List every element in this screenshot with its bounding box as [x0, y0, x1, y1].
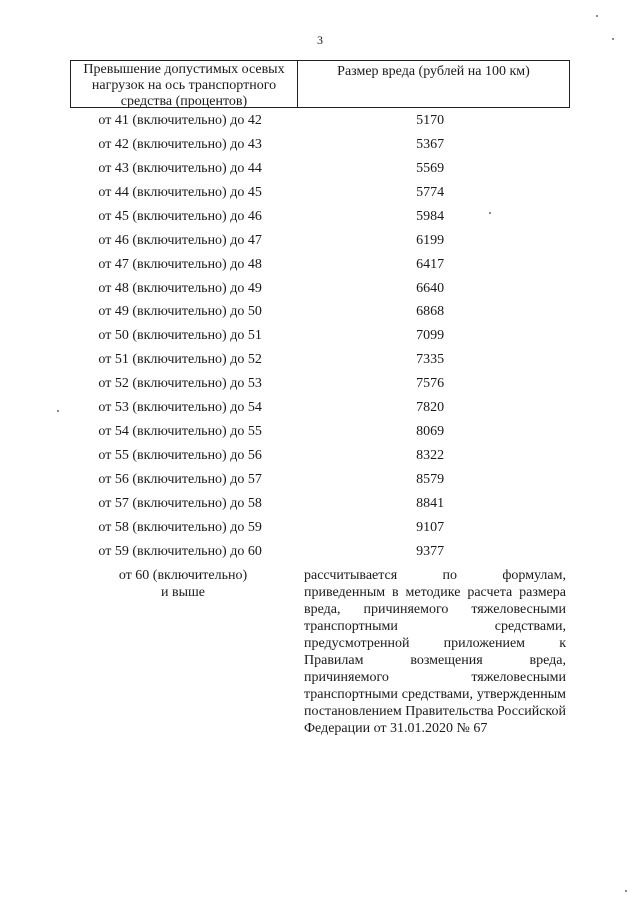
row-range: от 48 (включительно) до 49: [98, 280, 262, 296]
table-row: [70, 181, 570, 205]
scan-speck: [489, 212, 491, 214]
table-row: [70, 396, 570, 420]
row-range: от 45 (включительно) до 46: [98, 208, 262, 224]
last-row-description: рассчитывается по формулам, приведенным в методике расчета размера вреда, причиняемого тяжеловесными транспортными средствами, предусмотренной приложением к Правилам возмещения вреда, причиняемого тяжеловесными транспортными средствами, утвержденным постановлением Правительства Российской Федерации от 31.01.2020 № 67: [304, 568, 566, 736]
scan-speck: [625, 890, 627, 892]
table-row: [70, 109, 570, 133]
table-row: [70, 444, 570, 468]
row-value: 8322: [416, 448, 445, 464]
row-value: 6868: [416, 304, 445, 320]
table-row: [70, 157, 570, 181]
table-row: [70, 372, 570, 396]
row-value: 7099: [416, 328, 445, 344]
last-row-range: [70, 567, 296, 737]
row-range: от 47 (включительно) до 48: [98, 256, 262, 272]
table-header: [70, 60, 570, 108]
row-value: 7335: [416, 352, 445, 368]
table-row: [70, 133, 570, 157]
table-row: [70, 324, 570, 348]
row-range: от 57 (включительно) до 58: [98, 495, 262, 511]
row-value: 8841: [416, 495, 445, 511]
row-range: от 58 (включительно) до 59: [98, 519, 262, 535]
row-value: 5170: [416, 112, 445, 128]
row-value: 6199: [416, 232, 445, 248]
row-value: 7576: [416, 376, 445, 392]
scan-speck: [612, 38, 614, 40]
table-row: [70, 540, 570, 564]
row-value: 8069: [416, 424, 445, 440]
row-range: от 44 (включительно) до 45: [98, 184, 262, 200]
last-row-range-line2: и выше: [160, 585, 205, 600]
header-overload-percent: Превышение допустимых осевых нагрузок на ось транспортного средства (процентов): [71, 61, 298, 107]
table-row-last: [70, 567, 570, 737]
row-value: 6417: [416, 256, 445, 272]
row-range: от 43 (включительно) до 44: [98, 160, 262, 176]
row-value: 5774: [416, 184, 445, 200]
row-range: от 59 (включительно) до 60: [98, 543, 262, 559]
table-row: [70, 205, 570, 229]
table-body: [70, 109, 570, 564]
table-row: [70, 229, 570, 253]
row-value: 7820: [416, 400, 445, 416]
header-damage-amount: Размер вреда (рублей на 100 км): [337, 64, 530, 79]
last-row-range-line1: от 60 (включительно): [118, 568, 248, 583]
row-range: от 55 (включительно) до 56: [98, 448, 262, 464]
table-row: [70, 492, 570, 516]
row-value: 5984: [416, 208, 445, 224]
scan-speck: [596, 15, 598, 17]
row-value: 9107: [416, 519, 445, 535]
row-range: от 49 (включительно) до 50: [98, 304, 262, 320]
row-range: от 46 (включительно) до 47: [98, 232, 262, 248]
row-range: от 54 (включительно) до 55: [98, 424, 262, 440]
table-row: [70, 468, 570, 492]
row-range: от 41 (включительно) до 42: [98, 112, 262, 128]
row-value: 6640: [416, 280, 445, 296]
row-value: 5569: [416, 160, 445, 176]
row-value: 8579: [416, 472, 445, 488]
row-range: от 56 (включительно) до 57: [98, 472, 262, 488]
row-value: 5367: [416, 136, 445, 152]
scan-speck: [57, 410, 59, 412]
row-range: от 52 (включительно) до 53: [98, 376, 262, 392]
row-range: от 50 (включительно) до 51: [98, 328, 262, 344]
row-range: от 51 (включительно) до 52: [98, 352, 262, 368]
page-number: 3: [317, 33, 323, 47]
table-row: [70, 516, 570, 540]
table-row: [70, 253, 570, 277]
row-range: от 53 (включительно) до 54: [98, 400, 262, 416]
table-row: [70, 420, 570, 444]
table-row: [70, 301, 570, 325]
table-row: [70, 277, 570, 301]
row-range: от 42 (включительно) до 43: [98, 136, 262, 152]
row-value: 9377: [416, 543, 445, 559]
table-row: [70, 348, 570, 372]
